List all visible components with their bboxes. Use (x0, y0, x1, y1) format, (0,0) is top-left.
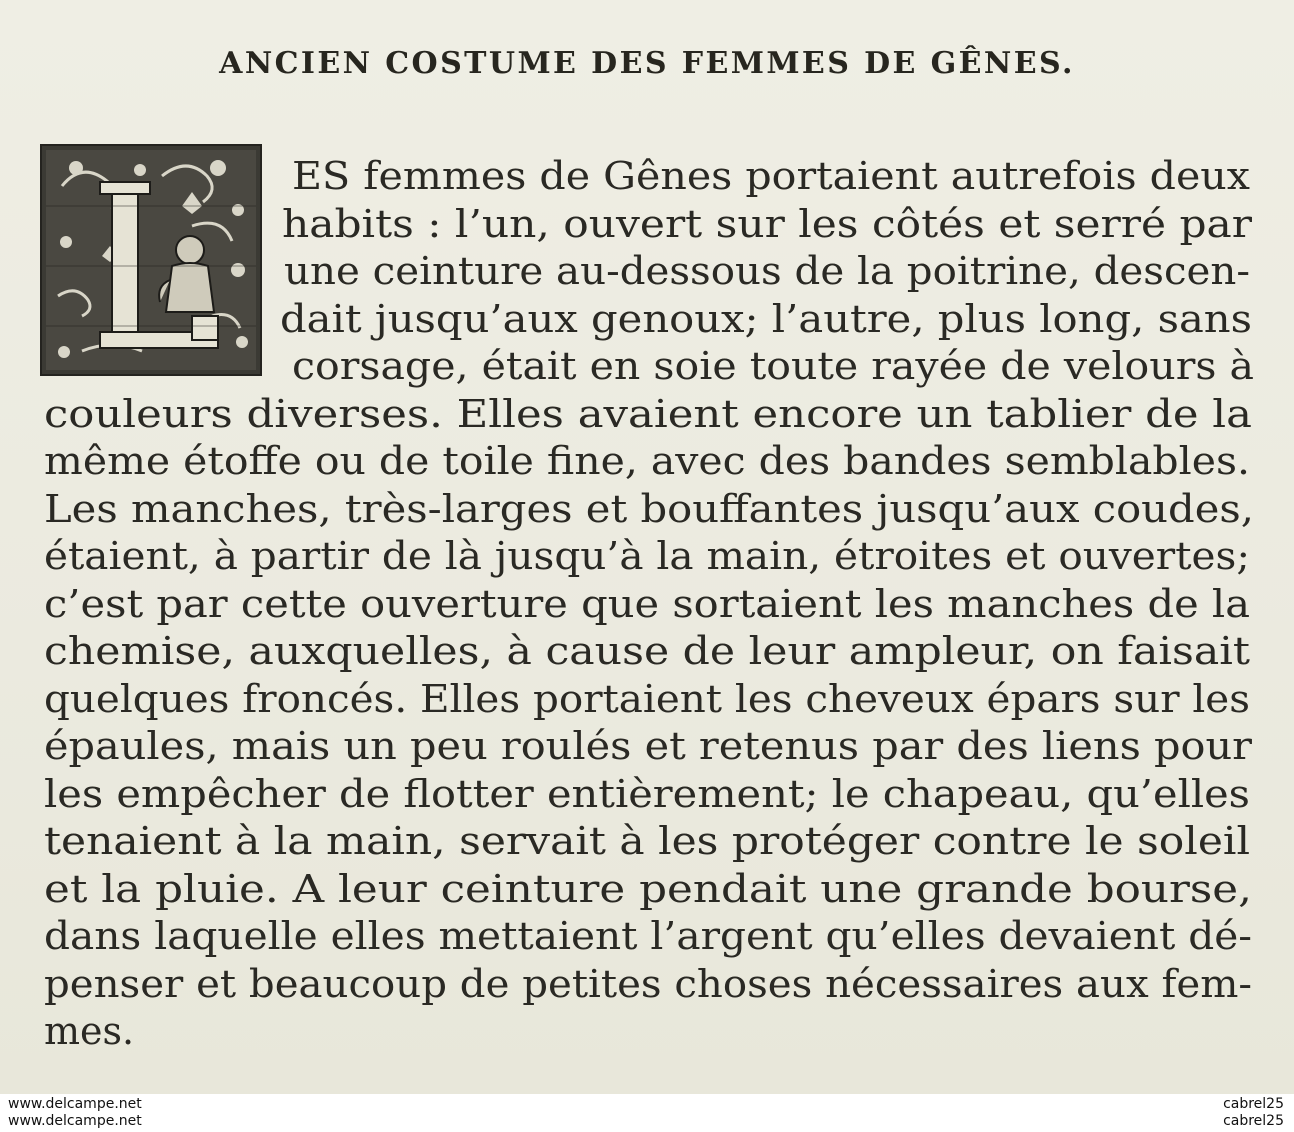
text-line: corsage, était en soie toute rayée de velours à (292, 344, 1254, 388)
watermark-site-bottom: www.delcampe.net (8, 1113, 142, 1129)
text-line: c’est par cette ouverture que sortaient les manches de la (44, 582, 1250, 626)
text-line: penser et beaucoup de petites choses nécessaires aux fem- (44, 962, 1252, 1006)
text-line: tenaient à la main, servait à les protéger contre le soleil (44, 819, 1250, 863)
text-line: mes. (44, 1009, 135, 1053)
watermark-user-bottom: cabrel25 (1223, 1113, 1284, 1129)
text-line: dait jusqu’aux genoux; l’autre, plus long, sans (280, 297, 1252, 341)
text-line: même étoffe ou de toile fine, avec des bandes semblables. (44, 439, 1250, 483)
watermark-site-top: www.delcampe.net (8, 1096, 142, 1112)
text-line: habits : l’un, ouvert sur les côtés et serré par (282, 202, 1252, 246)
text-line: étaient, à partir de là jusqu’à la main, étroites et ouvertes; (44, 534, 1250, 578)
watermark-user-top: cabrel25 (1223, 1096, 1284, 1112)
text-line: chemise, auxquelles, à cause de leur ampleur, on faisait (44, 629, 1250, 673)
text-line: Les manches, très-larges et bouffantes jusqu’aux coudes, (44, 487, 1254, 531)
text-line: ES femmes de Gênes portaient autrefois deux (292, 154, 1250, 198)
ornamental-drop-cap (40, 144, 262, 376)
text-line: dans laquelle elles mettaient l’argent qu’elles devaient dé- (44, 914, 1252, 958)
text-line: épaules, mais un peu roulés et retenus par des liens pour (44, 724, 1252, 768)
watermark-strip (0, 1094, 1294, 1132)
text-line: une ceinture au-dessous de la poitrine, descen- (284, 249, 1250, 293)
text-line: et la pluie. A leur ceinture pendait une grande bourse, (44, 867, 1252, 911)
page-title: ANCIEN COSTUME DES FEMMES DE GÊNES. (219, 46, 1075, 81)
text-line: les empêcher de flotter entièrement; le chapeau, qu’elles (44, 772, 1250, 816)
text-line: quelques froncés. Elles portaient les cheveux épars sur les (44, 677, 1250, 721)
text-line: couleurs diverses. Elles avaient encore un tablier de la (44, 392, 1252, 436)
ornament-illustration (42, 146, 260, 374)
